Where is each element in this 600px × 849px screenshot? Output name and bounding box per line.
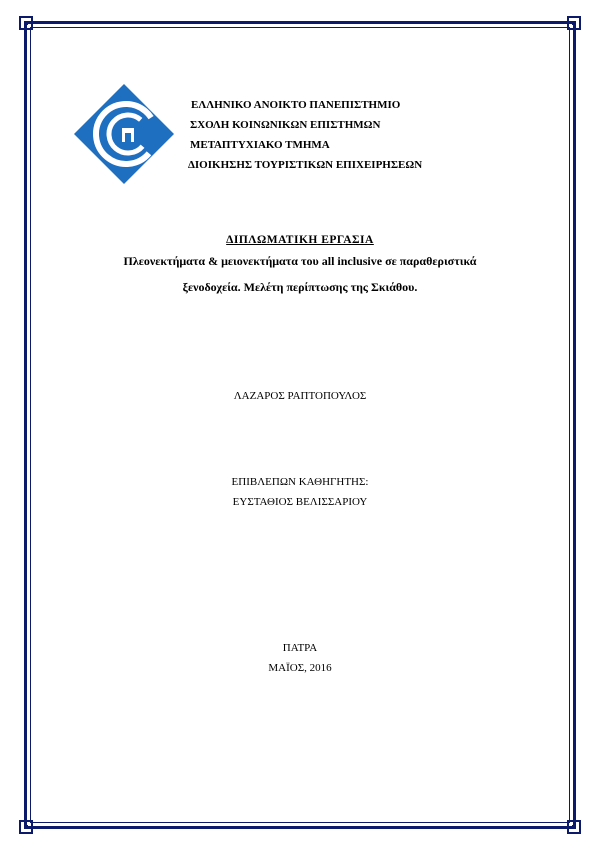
- thesis-title-line-1: Πλεονεκτήματα & μειονεκτήματα του all inclusive σε παραθεριστικά: [123, 254, 477, 268]
- thesis-title-line-2: ξενοδοχεία. Μελέτη περίπτωσης της Σκιάθου.: [182, 280, 418, 294]
- supervisor-label: ΕΠΙΒΛΕΠΩΝ ΚΑΘΗΓΗΤΗΣ:: [231, 476, 369, 488]
- corner-ornament-icon: [567, 820, 581, 834]
- city: ΠΑΤΡΑ: [282, 642, 318, 654]
- program-name: ΔΙΟΙΚΗΣΗΣ ΤΟΥΡΙΣΤΙΚΩΝ ΕΠΙΧΕΙΡΗΣΕΩΝ: [188, 159, 423, 171]
- university-name: ΕΛΛΗΝΙΚΟ ΑΝΟΙΚΤΟ ΠΑΝΕΠΙΣΤΗΜΙΟ: [191, 99, 401, 111]
- supervisor-name: ΕΥΣΤΑΘΙΟΣ ΒΕΛΙΣΣΑΡΙΟΥ: [232, 496, 368, 508]
- university-logo-icon: [72, 82, 176, 186]
- author-name: ΛΑΖΑΡΟΣ ΡΑΠΤΟΠΟΥΛΟΣ: [233, 390, 367, 402]
- thesis-label: ΔΙΠΛΩΜΑΤΙΚΗ ΕΡΓΑΣΙΑ: [226, 234, 374, 246]
- corner-ornament-icon: [19, 820, 33, 834]
- corner-ornament-icon: [19, 16, 33, 30]
- corner-ornament-icon: [567, 16, 581, 30]
- school-name: ΣΧΟΛΗ ΚΟΙΝΩΝΙΚΩΝ ΕΠΙΣΤΗΜΩΝ: [190, 119, 381, 131]
- institution-header: [188, 95, 508, 175]
- date: ΜΑΪΟΣ, 2016: [268, 662, 332, 674]
- department-name: ΜΕΤΑΠΤΥΧΙΑΚΟ ΤΜΗΜΑ: [190, 139, 330, 151]
